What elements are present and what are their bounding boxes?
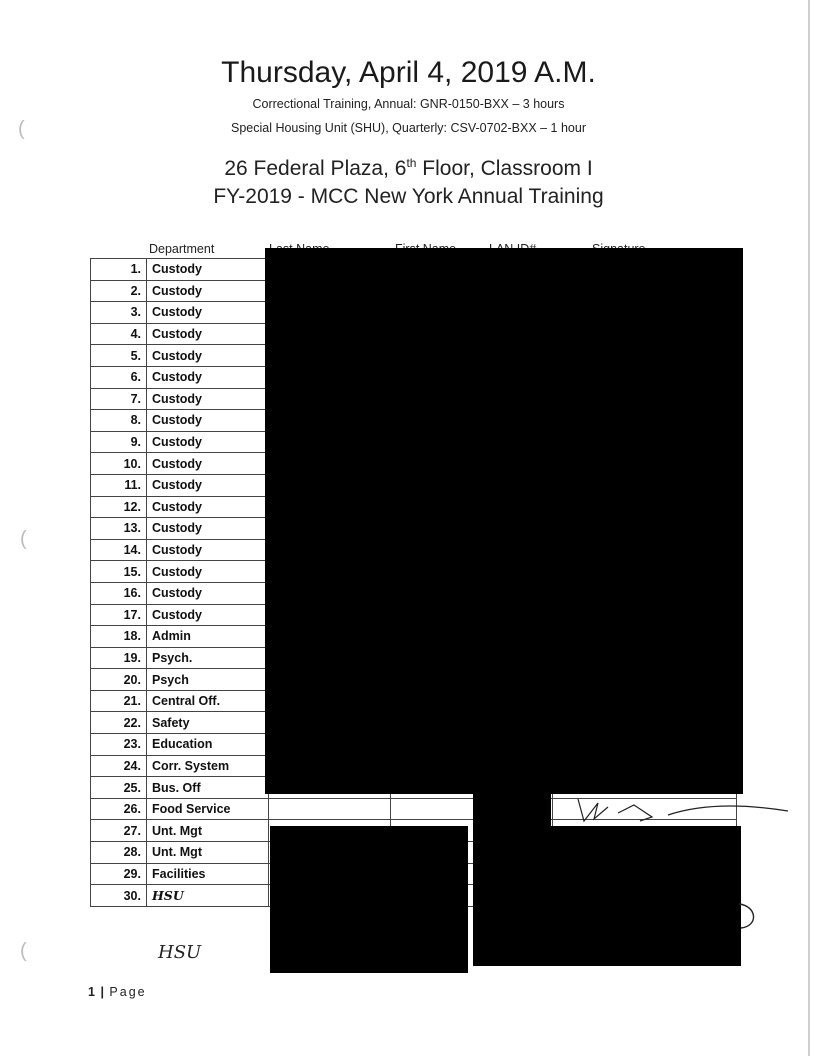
department-cell: Safety [147, 712, 269, 734]
last-name-cell [269, 798, 391, 820]
department-cell: Custody [147, 259, 269, 281]
row-number: 1. [91, 259, 147, 281]
row-number: 13. [91, 518, 147, 540]
row-number: 6. [91, 366, 147, 388]
department-cell: Custody [147, 280, 269, 302]
department-cell: Custody [147, 345, 269, 367]
row-number: 22. [91, 712, 147, 734]
redaction-block [473, 794, 551, 966]
department-cell: Custody [147, 496, 269, 518]
page-footer: 1 | Page [88, 985, 147, 999]
scan-mark: ( [20, 528, 27, 550]
row-number: 26. [91, 798, 147, 820]
department-cell: Admin [147, 626, 269, 648]
document-title: Thursday, April 4, 2019 A.M. [221, 56, 596, 89]
row-number: 16. [91, 582, 147, 604]
row-number: 10. [91, 453, 147, 475]
row-number: 7. [91, 388, 147, 410]
handwritten-extra-entry: HSU [158, 942, 202, 963]
row-number: 18. [91, 626, 147, 648]
department-cell: Psych [147, 669, 269, 691]
department-cell: Education [147, 734, 269, 756]
redaction-block [265, 248, 743, 794]
redaction-block [270, 826, 468, 973]
row-number: 8. [91, 410, 147, 432]
row-number: 12. [91, 496, 147, 518]
row-number: 23. [91, 734, 147, 756]
signature-scribble [548, 793, 817, 833]
row-number: 28. [91, 842, 147, 864]
training-line-annual: Correctional Training, Annual: GNR-0150-BXX – 3 hours [252, 97, 565, 111]
department-cell: Custody [147, 582, 269, 604]
department-cell: Unt. Mgt [147, 820, 269, 842]
department-cell: Food Service [147, 798, 269, 820]
row-number: 30. [91, 885, 147, 907]
department-cell: Custody [147, 388, 269, 410]
department-cell: Custody [147, 561, 269, 583]
department-cell: Custody [147, 410, 269, 432]
row-number: 14. [91, 539, 147, 561]
row-number: 25. [91, 777, 147, 799]
department-cell: Facilities [147, 863, 269, 885]
department-cell: Custody [147, 302, 269, 324]
training-line-shu: Special Housing Unit (SHU), Quarterly: CSV-0702-BXX – 1 hour [230, 121, 587, 135]
department-cell: HSU [147, 885, 269, 907]
department-cell: Custody [147, 539, 269, 561]
department-cell: Corr. System [147, 755, 269, 777]
first-name-cell [391, 798, 475, 820]
row-number: 20. [91, 669, 147, 691]
department-cell: Custody [147, 323, 269, 345]
row-number: 27. [91, 820, 147, 842]
department-cell: Custody [147, 453, 269, 475]
row-number: 9. [91, 431, 147, 453]
department-cell: Custody [147, 366, 269, 388]
scan-mark: ( [18, 118, 25, 140]
row-number: 3. [91, 302, 147, 324]
row-number: 24. [91, 755, 147, 777]
event-name: FY-2019 - MCC New York Annual Training [213, 185, 604, 208]
department-cell: Psych. [147, 647, 269, 669]
department-cell: Custody [147, 474, 269, 496]
row-number: 4. [91, 323, 147, 345]
signature-scribble [735, 900, 765, 932]
redaction-block [551, 826, 741, 966]
department-cell: Bus. Off [147, 777, 269, 799]
row-number: 21. [91, 690, 147, 712]
department-cell: Central Off. [147, 690, 269, 712]
row-number: 5. [91, 345, 147, 367]
row-number: 11. [91, 474, 147, 496]
department-cell: Custody [147, 518, 269, 540]
row-number: 2. [91, 280, 147, 302]
department-cell: Custody [147, 604, 269, 626]
row-number: 15. [91, 561, 147, 583]
row-number: 19. [91, 647, 147, 669]
location: 26 Federal Plaza, 6th Floor, Classroom I [224, 156, 593, 180]
row-number: 17. [91, 604, 147, 626]
scan-mark: ( [20, 940, 27, 962]
department-cell: Unt. Mgt [147, 842, 269, 864]
department-cell: Custody [147, 431, 269, 453]
header-department: Department [149, 242, 215, 256]
row-number: 29. [91, 863, 147, 885]
